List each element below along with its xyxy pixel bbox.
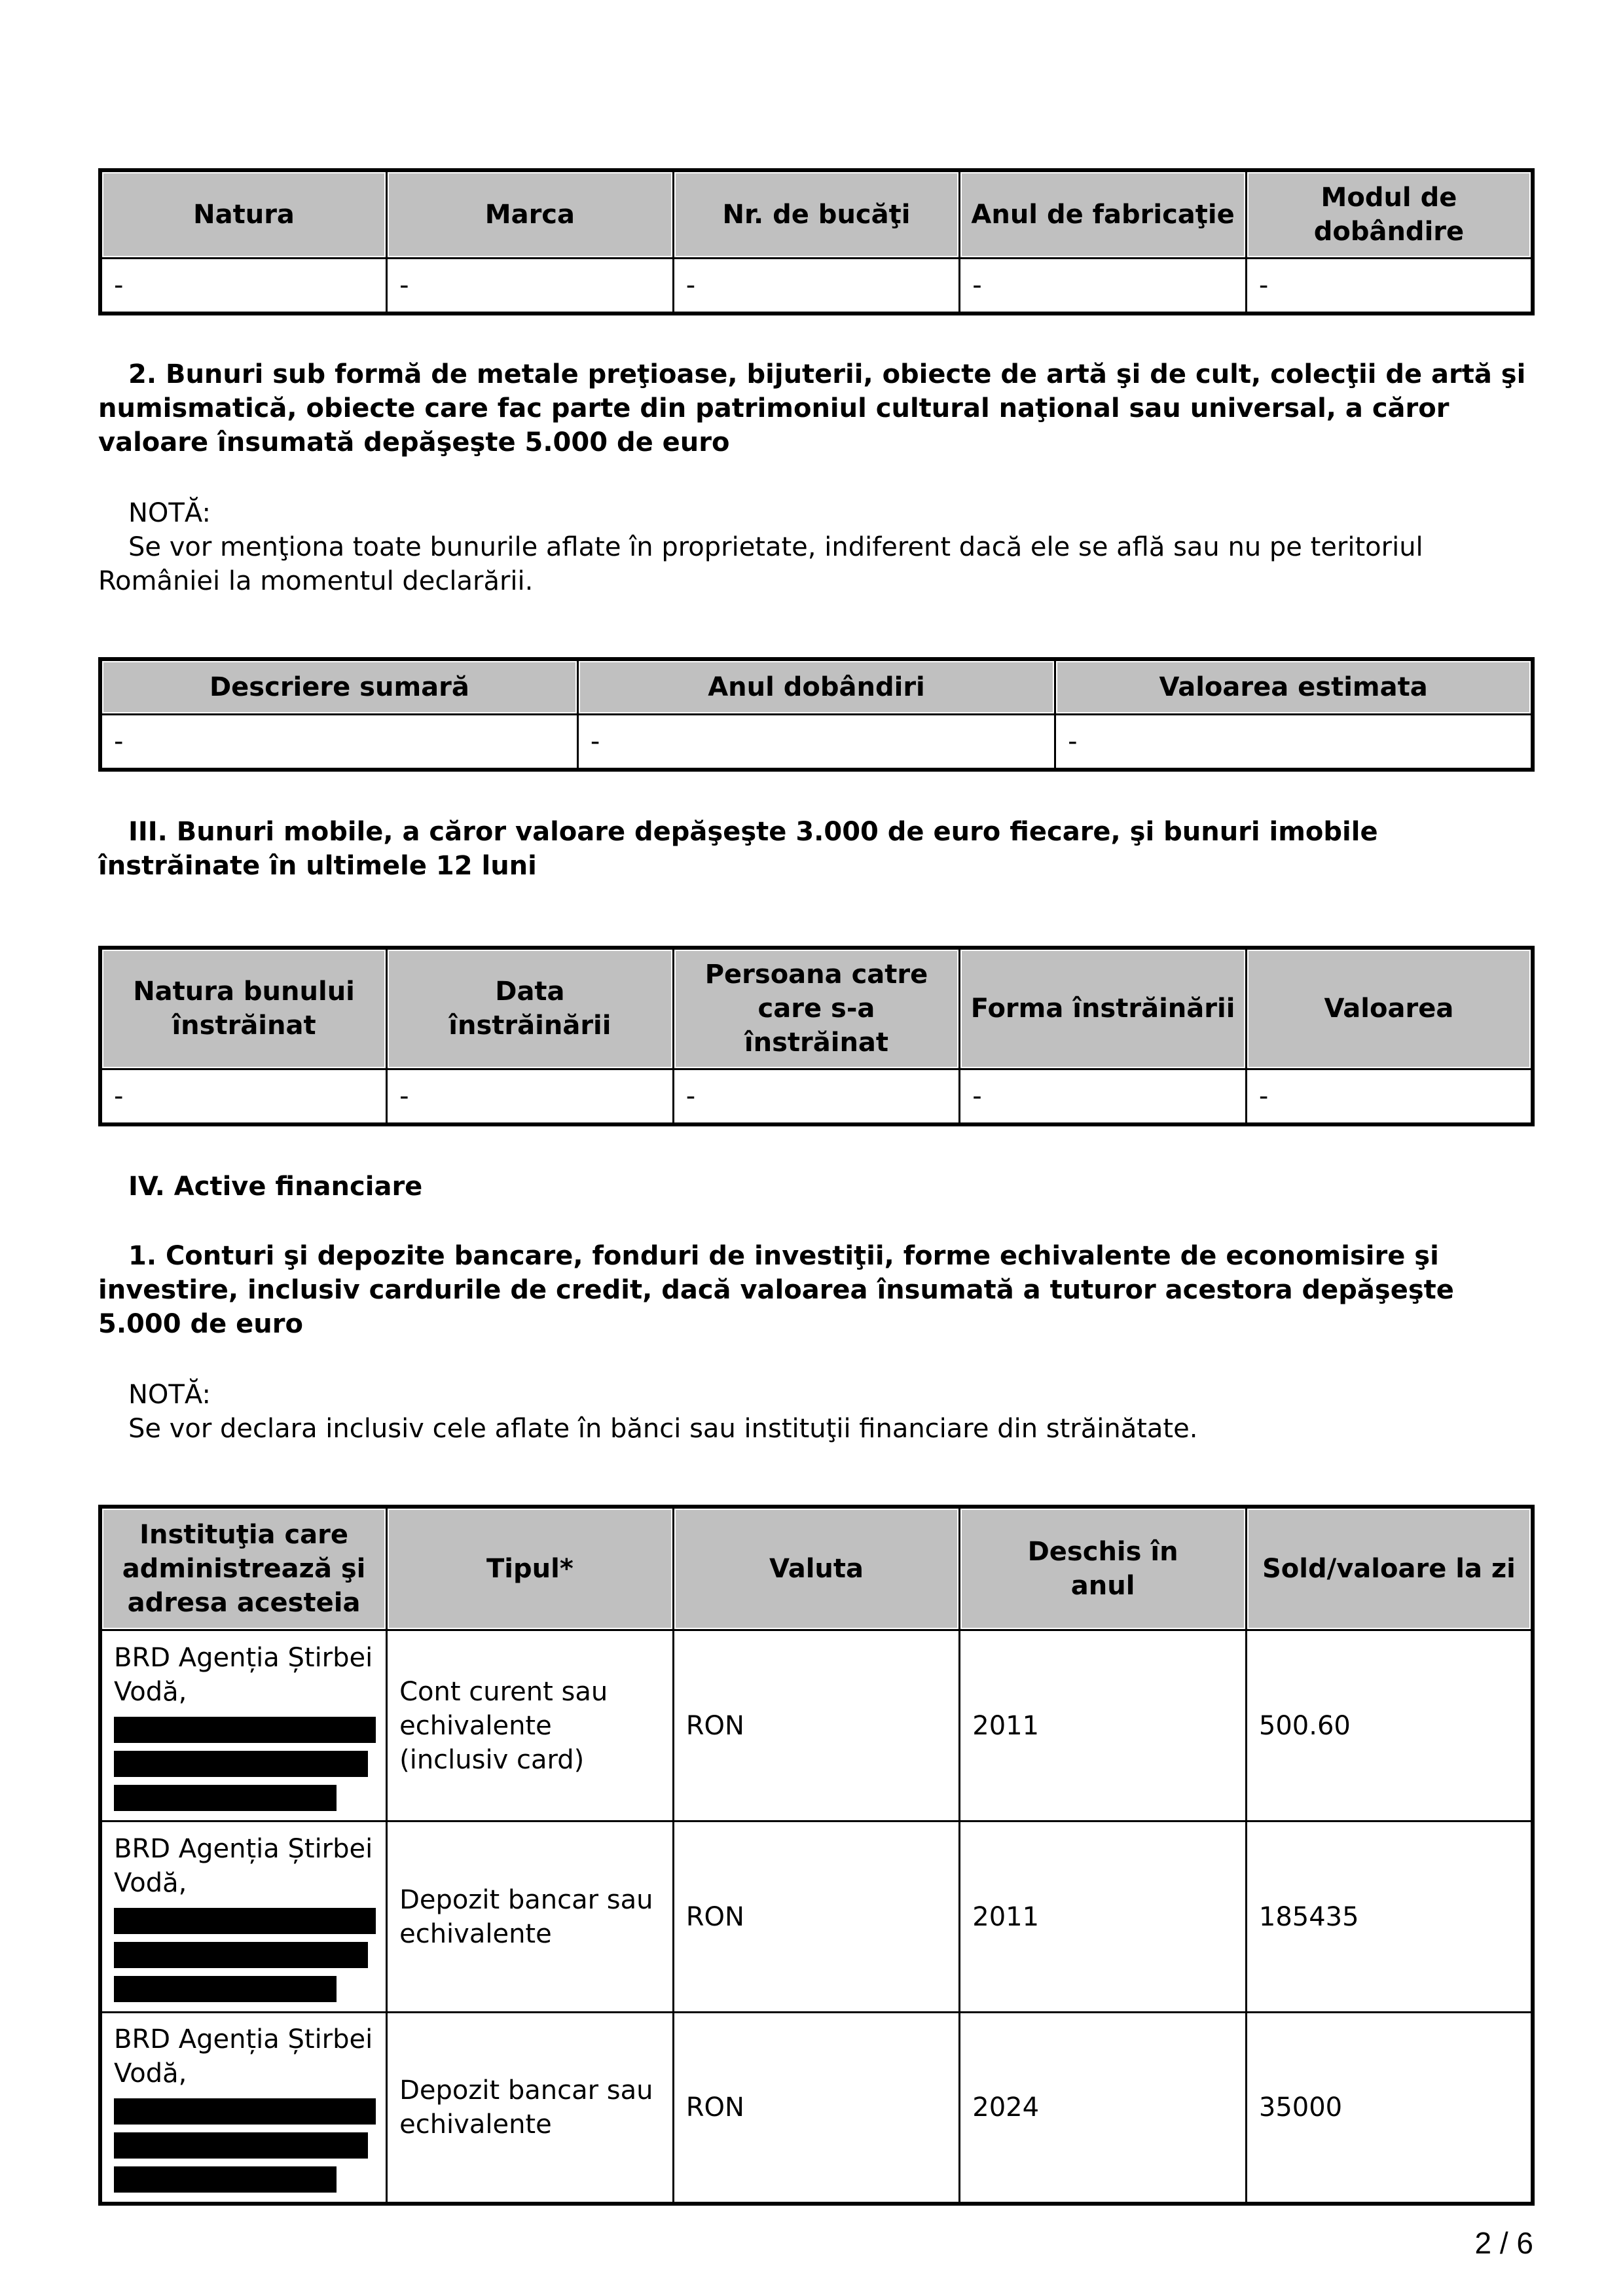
table-header: Natura: [100, 170, 387, 258]
section-4-subheading: 1. Conturi şi depozite bancare, fonduri de investiţii, forme echivalente de economisire şi investire, inclusiv cardurile de credit, dacă valoarea însumată a tuturor acestora depăşeşte 5.000 de euro: [98, 1241, 1454, 1339]
table-header: Valoarea estimata: [1055, 659, 1533, 715]
note-label: NOTĂ:: [128, 1380, 211, 1410]
table-cell: -: [673, 258, 960, 314]
institution-name: BRD Agenția Știrbei Vodă,: [114, 2024, 373, 2089]
table-cell: -: [577, 714, 1055, 770]
valuables-table: [98, 657, 1535, 772]
table-header: Forma înstrăinării: [960, 948, 1247, 1069]
redaction-bar: [114, 2166, 337, 2193]
table-header: Valuta: [673, 1507, 960, 1630]
redaction-bar: [114, 1717, 376, 1743]
table-header: Tipul*: [387, 1507, 674, 1630]
vehicles-table: [98, 168, 1535, 315]
institution-cell: [100, 1630, 387, 1821]
table-cell: -: [100, 1069, 387, 1125]
balance-cell: 185435: [1246, 1821, 1533, 2013]
alienated-table: [98, 946, 1535, 1127]
balance-cell: 500.60: [1246, 1630, 1533, 1821]
table-header: Modul de dobândire: [1246, 170, 1533, 258]
table-header: Natura bunului înstrăinat: [100, 948, 387, 1069]
institution-name: BRD Agenția Știrbei Vodă,: [114, 1833, 373, 1898]
page-number: 2 / 6: [1474, 2226, 1533, 2260]
table-header: Instituţia care administrează şi adresa acesteia: [100, 1507, 387, 1630]
document-page: [98, 168, 1535, 2206]
currency-cell: RON: [673, 2013, 960, 2204]
balance-cell: 35000: [1246, 2013, 1533, 2204]
note-text: Se vor declara inclusiv cele aflate în bănci sau instituţii financiare din străinătate.: [128, 1414, 1198, 1444]
currency-cell: RON: [673, 1821, 960, 2013]
section-4-heading: IV. Active financiare: [128, 1172, 423, 1202]
year-cell: 2024: [960, 2013, 1247, 2204]
type-cell: Depozit bancar sau echivalente: [387, 1821, 674, 2013]
table-cell: -: [960, 258, 1247, 314]
institution-cell: [100, 1821, 387, 2013]
table-header: Data înstrăinării: [387, 948, 674, 1069]
table-row: [100, 258, 1533, 314]
type-cell: Cont curent sau echivalente (inclusiv card): [387, 1630, 674, 1821]
table-row: [100, 714, 1533, 770]
table-row: [100, 2013, 1533, 2204]
redaction-bar: [114, 1751, 368, 1777]
section-2-heading: 2. Bunuri sub formă de metale preţioase, bijuterii, obiecte de artă şi de cult, colecţii de artă şi numismatică, obiecte care fac parte din patrimoniul cultural naţional sau universal, a căror valoare însumată depăşeşte 5.000 de euro: [98, 359, 1526, 457]
currency-cell: RON: [673, 1630, 960, 1821]
redaction-bar: [114, 2098, 376, 2125]
table-cell: -: [960, 1069, 1247, 1125]
table-row: [100, 1821, 1533, 2013]
accounts-table: [98, 1505, 1535, 2206]
note-label: NOTĂ:: [128, 497, 211, 528]
table-row: [100, 1069, 1533, 1125]
table-row: [100, 1630, 1533, 1821]
redaction-bar: [114, 1942, 368, 1968]
table-header: Marca: [387, 170, 674, 258]
table-header: Anul de fabricaţie: [960, 170, 1247, 258]
redaction-bar: [114, 2132, 368, 2159]
table-header: Valoarea: [1246, 948, 1533, 1069]
year-cell: 2011: [960, 1630, 1247, 1821]
institution-cell: [100, 2013, 387, 2204]
type-cell: Depozit bancar sau echivalente: [387, 2013, 674, 2204]
institution-name: BRD Agenția Știrbei Vodă,: [114, 1642, 373, 1707]
table-header: Anul dobândiri: [577, 659, 1055, 715]
section-3-heading: III. Bunuri mobile, a căror valoare depăşeşte 3.000 de euro fiecare, şi bunuri imobile înstrăinate în ultimele 12 luni: [98, 816, 1378, 881]
redaction-bar: [114, 1908, 376, 1934]
table-cell: -: [673, 1069, 960, 1125]
table-header: Persoana catre care s-a înstrăinat: [673, 948, 960, 1069]
year-cell: 2011: [960, 1821, 1247, 2013]
table-header: Nr. de bucăţi: [673, 170, 960, 258]
table-cell: -: [1246, 1069, 1533, 1125]
redaction-bar: [114, 1785, 337, 1811]
table-cell: -: [387, 1069, 674, 1125]
note-text: Se vor menţiona toate bunurile aflate în proprietate, indiferent dacă ele se află sau nu pe teritoriul României la momentul declarării.: [98, 531, 1423, 596]
table-header: Deschis în anul: [960, 1507, 1247, 1630]
table-cell: -: [100, 258, 387, 314]
table-cell: -: [1246, 258, 1533, 314]
table-cell: -: [100, 714, 577, 770]
table-header: Descriere sumară: [100, 659, 577, 715]
table-cell: -: [387, 258, 674, 314]
table-header: Sold/valoare la zi: [1246, 1507, 1533, 1630]
redaction-bar: [114, 1976, 337, 2002]
table-cell: -: [1055, 714, 1533, 770]
